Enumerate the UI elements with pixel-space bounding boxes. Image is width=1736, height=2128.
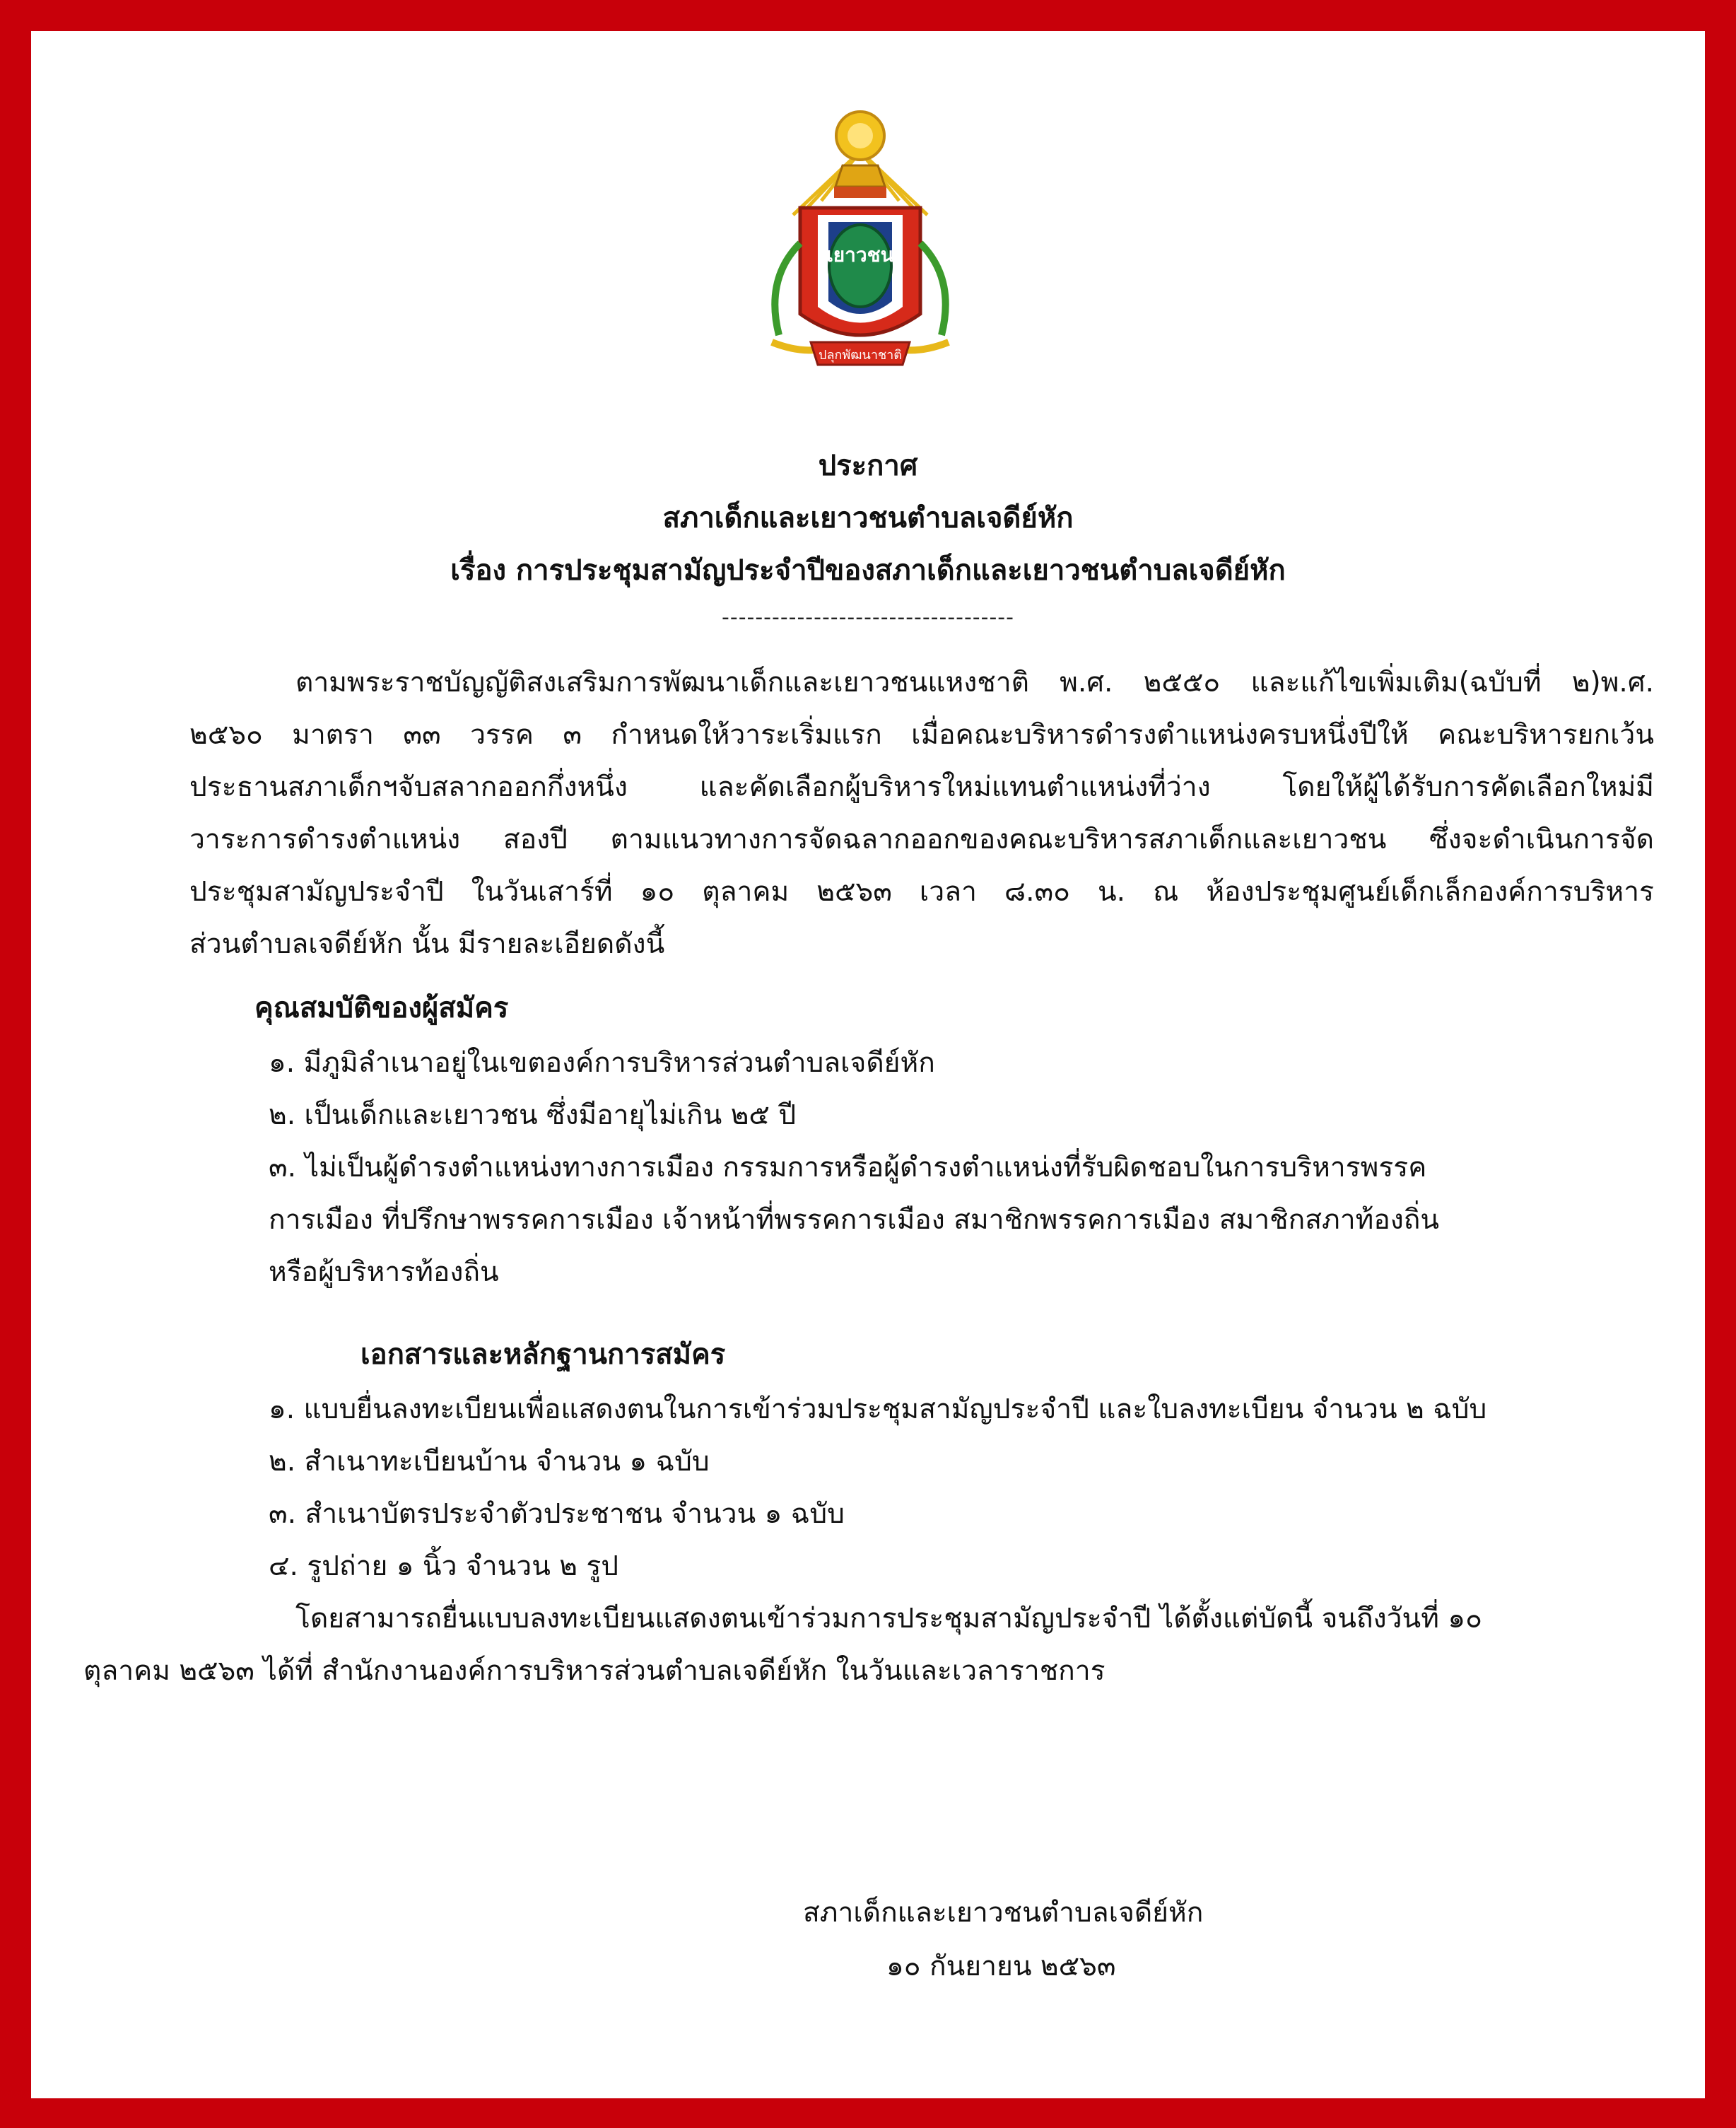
intro-line-1: ตามพระราชบัญญัติสงเสริมการพัฒนาเด็กและเยาวชนแหงชาติ พ.ศ. ๒๕๕๐ และแก้ไขเพิ่มเติม(ฉบับที่ ๒)พ.ศ. [295, 667, 1654, 698]
youth-council-emblem [751, 102, 970, 387]
emblem-ribbon-text: ปลุกพัฒนาชาติ [819, 348, 902, 363]
announcement-document [31, 31, 1705, 2098]
intro-line-2: ๒๕๖๐ มาตรา ๓๓ วรรค ๓ กำหนดให้วาระเริ่มแรก เมื่อคณะบริหารดำรงตำแหน่งครบหนึ่งปีให้ คณะบริหารยกเว้น [189, 719, 1654, 751]
qualification-item-3-cont-1: การเมือง ที่ปรึกษาพรรคการเมือง เจ้าหน้าที่พรรคการเมือง สมาชิกพรรคการเมือง สมาชิกสภาท้องถิ่น [269, 1204, 1440, 1236]
document-item-1: ๑. แบบยื่นลงทะเบียนเพื่อแสดงตนในการเข้าร่วมประชุมสามัญประจำปี และใบลงทะเบียน จำนวน ๒ ฉบับ [269, 1393, 1487, 1425]
subject-title: เรื่อง การประชุมสามัญประจำปีของสภาเด็กและเยาวชนตำบลเจดีย์หัก [450, 554, 1286, 587]
document-item-4: ๔. รูปถ่าย ๑ นิ้ว จำนวน ๒ รูป [269, 1550, 619, 1582]
document-item-3: ๓. สำเนาบัตรประจำตัวประชาชน จำนวน ๑ ฉบับ [269, 1498, 845, 1530]
intro-line-3: ประธานสภาเด็กฯจับสลากออกกึ่งหนึ่ง และคัดเลือกผู้บริหารใหม่แทนตำแหน่งที่ว่าง โดยให้ผู้ได้รับการคัดเลือกใหม่มี [189, 771, 1654, 803]
intro-line-4: วาระการดำรงตำแหน่ง สองปี ตามแนวทางการจัดฉลากออกของคณะบริหารสภาเด็กและเยาวชน ซึ่งจะดำเนินการจัด [189, 824, 1654, 855]
closing-line-1: โดยสามารถยื่นแบบลงทะเบียนแสดงตนเข้าร่วมการประชุมสามัญประจำปี ได้ตั้งแต่บัดนี้ จนถึงวันที่ ๑๐ [295, 1603, 1482, 1635]
document-item-2: ๒. สำเนาทะเบียนบ้าน จำนวน ๑ ฉบับ [269, 1446, 710, 1478]
qualification-item-2: ๒. เป็นเด็กและเยาวชน ซึ่งมีอายุไม่เกิน ๒๕ ปี [269, 1099, 797, 1131]
emblem-label: เยาวชน [826, 243, 894, 267]
signature-organization: สภาเด็กและเยาวชนตำบลเจดีย์หัก [803, 1897, 1204, 1929]
qualification-item-1: ๑. มีภูมิลำเนาอยู่ในเขตองค์การบริหารส่วนตำบลเจดีย์หัก [269, 1047, 935, 1079]
intro-line-6: ส่วนตำบลเจดีย์หัก นั้น มีรายละเอียดดังนี้ [189, 928, 665, 960]
closing-line-2: ตุลาคม ๒๕๖๓ ได้ที่ สำนักงานองค์การบริหารส่วนตำบลเจดีย์หัก ในวันและเวลาราชการ [83, 1655, 1105, 1687]
signature-date: ๑๐ กันยายน ๒๕๖๓ [886, 1951, 1116, 1982]
qualifications-heading: คุณสมบัติของผู้สมัคร [254, 992, 509, 1024]
intro-line-5: ประชุมสามัญประจำปี ในวันเสาร์ที่ ๑๐ ตุลาคม ๒๕๖๓ เวลา ๘.๓๐ น. ณ ห้องประชุมศูนย์เด็กเล็กองค์การบริหาร [189, 876, 1654, 908]
documents-heading: เอกสารและหลักฐานการสมัคร [360, 1338, 726, 1371]
qualification-item-3-cont-2: หรือผู้บริหารท้องถิ่น [269, 1256, 499, 1288]
qualification-item-3: ๓. ไม่เป็นผู้ดำรงตำแหน่งทางการเมือง กรรมการหรือผู้ดำรงตำแหน่งที่รับผิดชอบในการบริหารพรรค [269, 1152, 1427, 1183]
header-separator: ----------------------------------- [722, 605, 1014, 630]
organization-title: สภาเด็กและเยาวชนตำบลเจดีย์หัก [662, 502, 1074, 534]
announcement-label: ประกาศ [818, 450, 918, 482]
